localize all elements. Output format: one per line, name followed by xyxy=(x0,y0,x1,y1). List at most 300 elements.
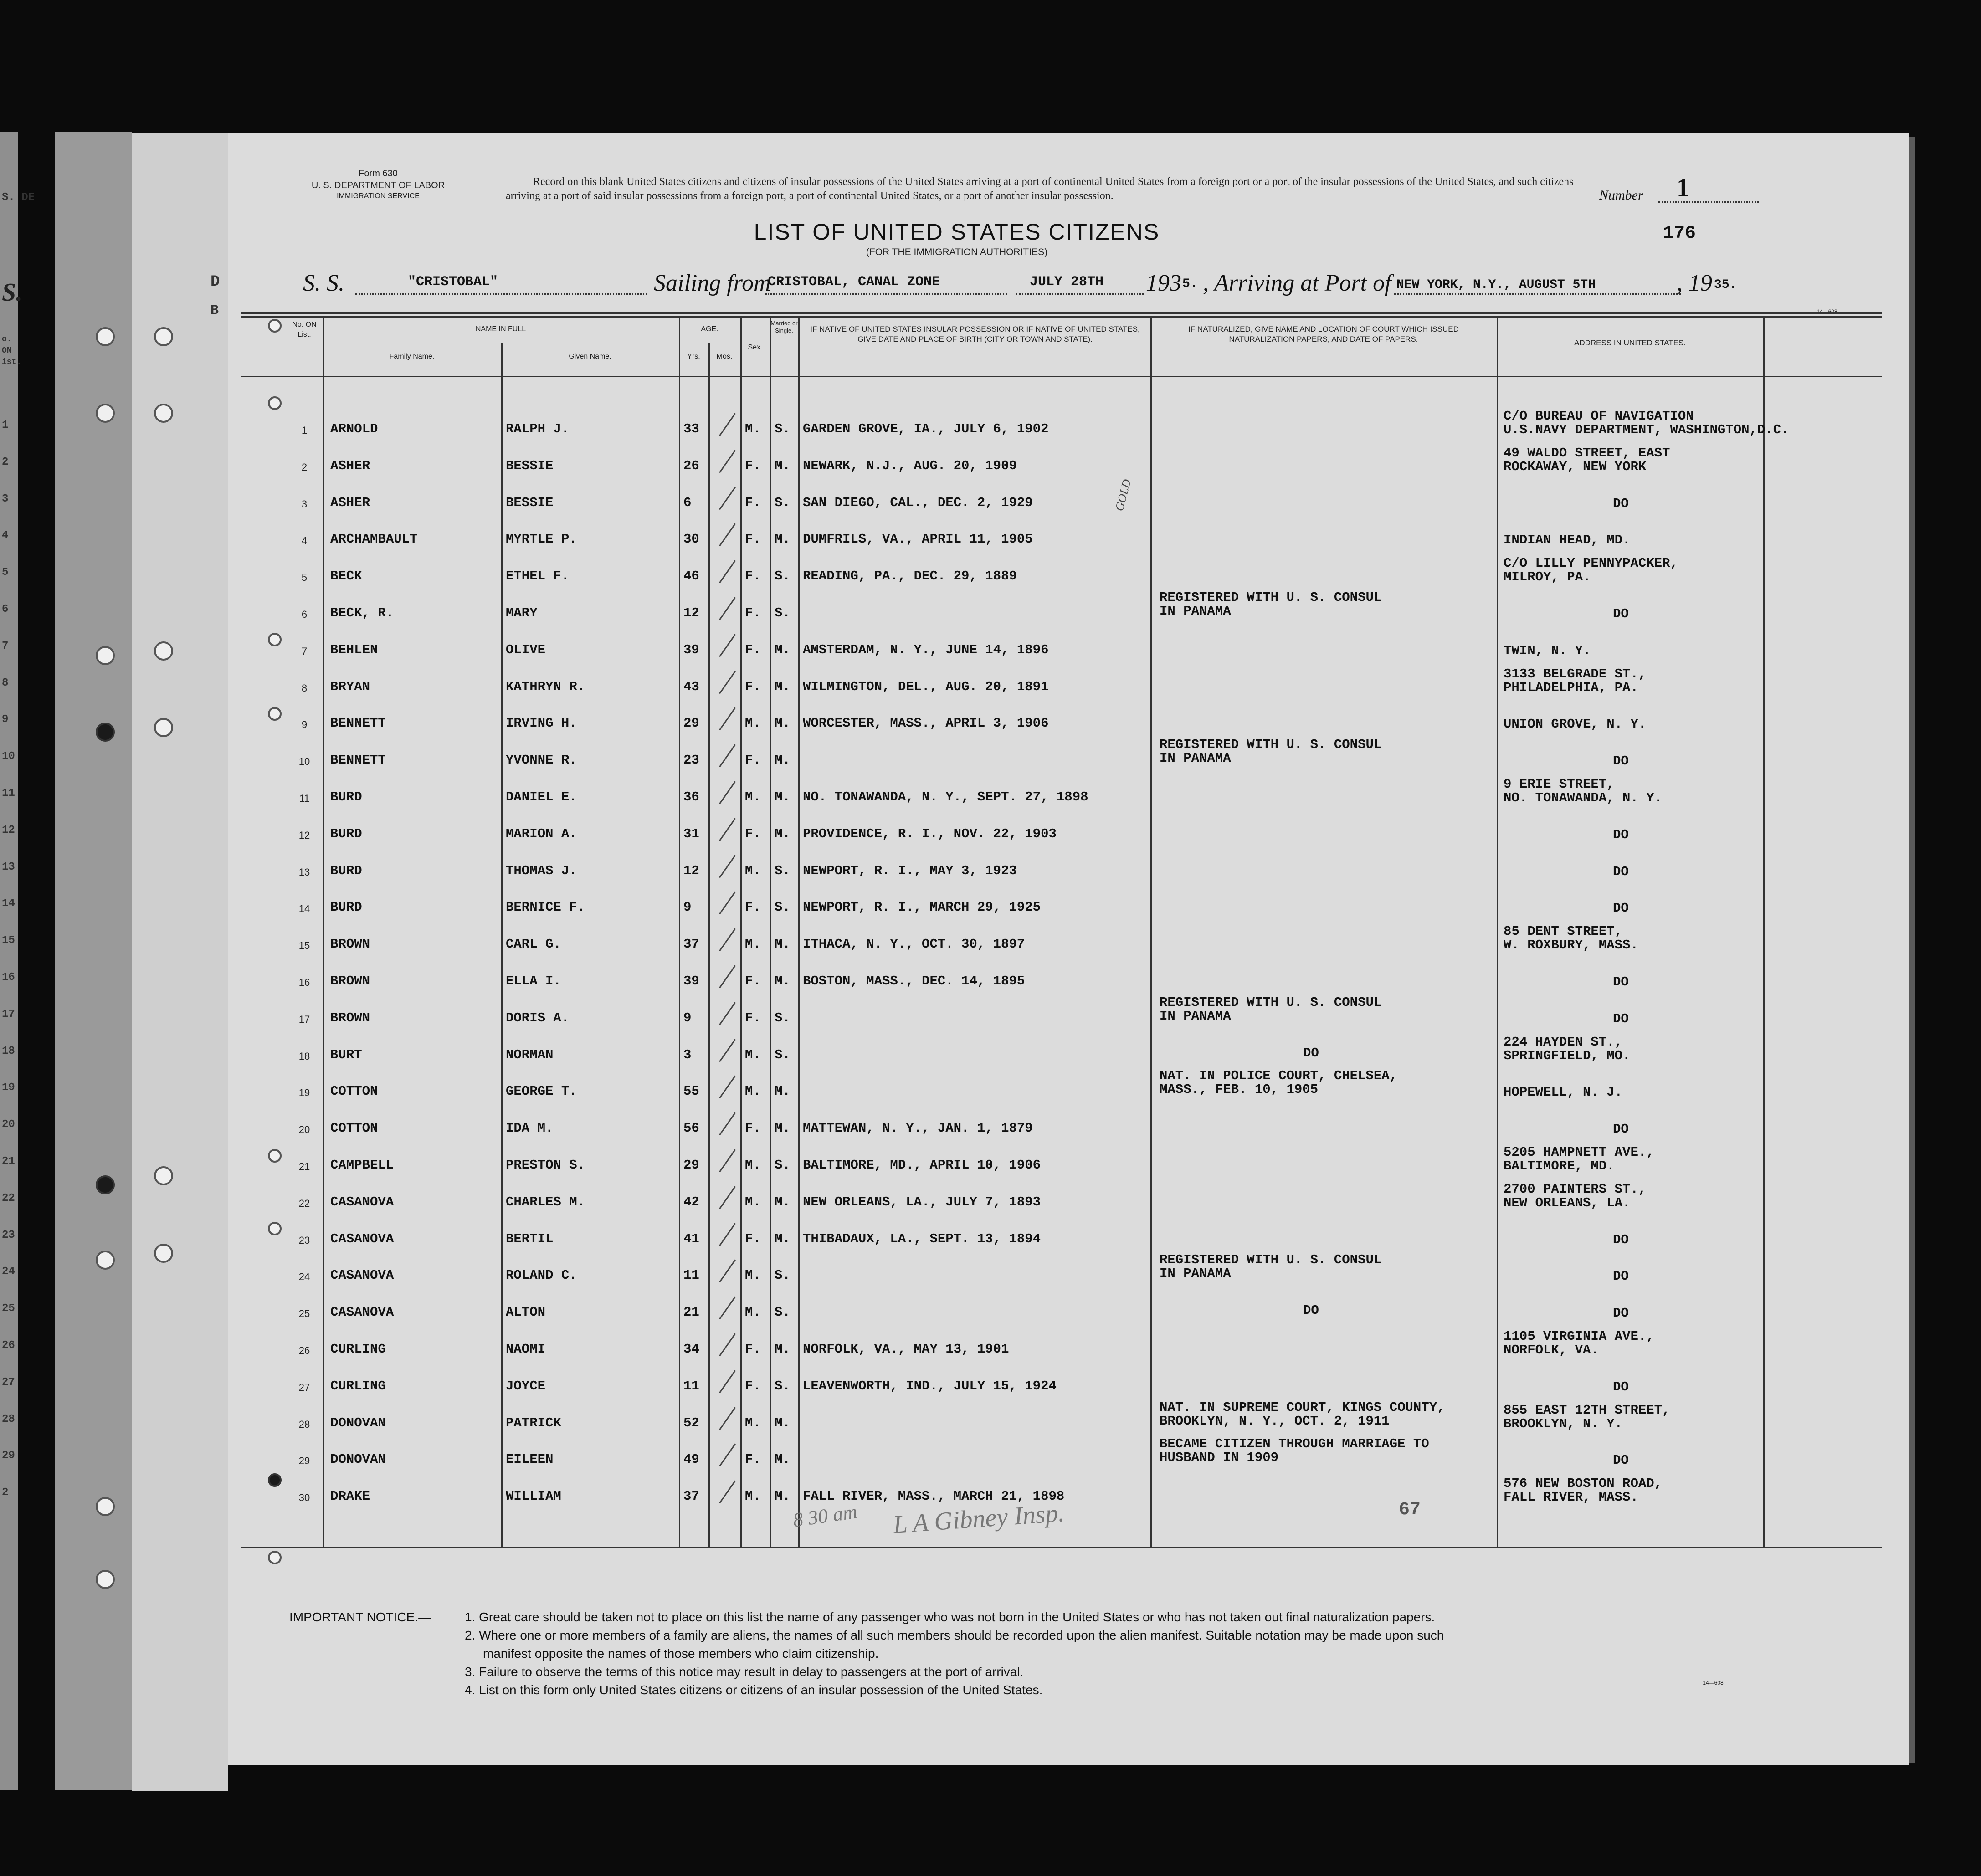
address-line-2: DO xyxy=(1613,1122,1629,1137)
left-page-letter-b: B xyxy=(210,303,219,318)
naturalization-line-2: HUSBAND IN 1909 xyxy=(1160,1450,1279,1466)
sex: F. xyxy=(745,826,761,841)
marital-status: M. xyxy=(775,974,790,989)
left-page-row-number: 13 xyxy=(2,861,15,873)
row-number: 11 xyxy=(299,793,310,804)
page-hole xyxy=(268,1473,282,1487)
row-number: 15 xyxy=(298,940,310,952)
notice-item-3: 3. Failure to observe the terms of this notice may result in delay to passengers at the port of arrival. xyxy=(465,1665,1024,1679)
table-row xyxy=(228,738,1909,774)
naturalization-line-2: MASS., FEB. 10, 1905 xyxy=(1160,1082,1319,1097)
sex: M. xyxy=(745,1268,761,1283)
address-line-1: 9 ERIE STREET, xyxy=(1504,777,1615,792)
family-name: BURT xyxy=(330,1047,362,1062)
address-line-2: PHILADELPHIA, PA. xyxy=(1504,680,1638,695)
col-header-birth: IF NATIVE OF UNITED STATES INSULAR POSSESSION OR IF NATIVE OF UNITED STATES, GIVE DATE AND PLACE OF BIRTH (CITY OR TOWN AND STATE). xyxy=(810,325,1140,343)
family-name: CASANOVA xyxy=(330,1305,394,1320)
sex: F. xyxy=(745,458,761,473)
family-name: DRAKE xyxy=(330,1489,370,1504)
row-number: 2 xyxy=(301,461,308,473)
row-number: 1 xyxy=(301,425,308,436)
form-instruction: Record on this blank United States citizens and citizens of insular possessions of the United States arriving at a port of continental United States from a foreign port or a port of the insular possessions of the United States, and such citizens arriving at a port of said insular possessions from a foreign port, a port of continental United States, or a port of another insular possession. xyxy=(506,176,1574,202)
age-years: 36 xyxy=(683,789,699,805)
age-years: 41 xyxy=(683,1231,699,1246)
naturalization-line-2: IN PANAMA xyxy=(1160,1008,1231,1024)
birth-place-date: NEW ORLEANS, LA., JULY 7, 1893 xyxy=(803,1194,1041,1210)
punch-hole xyxy=(96,646,115,665)
left-page-header-no-2: ON xyxy=(2,346,12,355)
naturalization-line-1: REGISTERED WITH U. S. CONSUL xyxy=(1160,737,1382,753)
given-name: NORMAN xyxy=(506,1047,554,1062)
left-page-row-number: 3 xyxy=(2,492,9,505)
given-name: YVONNE R. xyxy=(506,753,577,768)
address-line-2: DO xyxy=(1613,1269,1629,1284)
family-name: BROWN xyxy=(330,1010,370,1025)
row-number: 9 xyxy=(301,719,308,731)
age-years: 26 xyxy=(683,458,699,473)
family-name: CASANOVA xyxy=(330,1231,394,1246)
marital-status: M. xyxy=(775,1342,790,1357)
row-number: 19 xyxy=(298,1087,310,1099)
sex: F. xyxy=(745,532,761,547)
row-number: 3 xyxy=(301,498,308,510)
table-row xyxy=(228,1216,1909,1253)
punch-hole xyxy=(96,1175,115,1194)
address-line-1: 85 DENT STREET, xyxy=(1504,924,1623,939)
address-line-2: DO xyxy=(1613,606,1629,621)
col-header-address: ADDRESS IN UNITED STATES. xyxy=(1574,338,1686,347)
naturalization-line-2: DO xyxy=(1303,1303,1319,1318)
given-name: MARY xyxy=(506,605,538,620)
given-name: BERTIL xyxy=(506,1231,554,1246)
marital-status: S. xyxy=(775,1378,790,1394)
row-number: 29 xyxy=(298,1455,310,1467)
address-line-2: DO xyxy=(1613,1379,1629,1394)
given-name: PRESTON S. xyxy=(506,1158,585,1173)
birth-place-date: NEWPORT, R. I., MARCH 29, 1925 xyxy=(803,900,1041,915)
row-number: 22 xyxy=(298,1197,310,1209)
family-name: BRYAN xyxy=(330,679,370,694)
table-row xyxy=(228,1106,1909,1142)
given-name: MYRTLE P. xyxy=(506,532,577,547)
given-name: CHARLES M. xyxy=(506,1194,585,1210)
family-name: ARNOLD xyxy=(330,421,378,436)
left-page-row-number: 18 xyxy=(2,1045,15,1057)
left-page-row-number: 1 xyxy=(2,419,9,431)
table-row xyxy=(228,1363,1909,1400)
marital-status: M. xyxy=(775,1084,790,1099)
naturalization-line-1: REGISTERED WITH U. S. CONSUL xyxy=(1160,590,1382,605)
age-years: 11 xyxy=(683,1268,699,1283)
age-years: 52 xyxy=(683,1415,699,1430)
handwritten-time: 8 30 am xyxy=(791,1500,859,1532)
family-name: ASHER xyxy=(330,495,370,510)
notice-item-2-cont: manifest opposite the names of those members who claim citizenship. xyxy=(483,1646,879,1661)
address-line-2: DO xyxy=(1613,753,1629,769)
naturalization-line-1: REGISTERED WITH U. S. CONSUL xyxy=(1160,1252,1382,1268)
sex: F. xyxy=(745,900,761,915)
passenger-count: 67 xyxy=(1399,1500,1421,1520)
row-number: 26 xyxy=(298,1345,310,1356)
row-number: 13 xyxy=(298,866,310,878)
left-page-header-no-3: ist. xyxy=(2,358,22,367)
left-page-fragment xyxy=(55,132,132,1790)
sex: M. xyxy=(745,1084,761,1099)
marital-status: S. xyxy=(775,1158,790,1173)
marital-status: M. xyxy=(775,1231,790,1246)
family-name: CAMPBELL xyxy=(330,1158,394,1173)
table-row xyxy=(228,1032,1909,1069)
family-name: CASANOVA xyxy=(330,1194,394,1210)
department-name: U. S. DEPARTMENT OF LABOR xyxy=(311,180,445,190)
birth-place-date: PROVIDENCE, R. I., NOV. 22, 1903 xyxy=(803,826,1057,841)
table-row xyxy=(228,848,1909,885)
sex: F. xyxy=(745,1010,761,1025)
marital-status: S. xyxy=(775,1268,790,1283)
address-line-2: TWIN, N. Y. xyxy=(1504,643,1591,658)
notice-form-mark: 14—608 xyxy=(1703,1680,1724,1686)
number-value: 1 xyxy=(1677,174,1689,202)
right-page-edge xyxy=(1909,137,1915,1763)
age-years: 21 xyxy=(683,1305,699,1320)
left-page-row-number: 23 xyxy=(2,1229,15,1241)
marital-status: M. xyxy=(775,642,790,657)
address-line-2: ROCKAWAY, NEW YORK xyxy=(1504,459,1647,474)
sex: F. xyxy=(745,605,761,620)
punch-hole xyxy=(154,1244,173,1263)
given-name: OLIVE xyxy=(506,642,546,657)
birth-place-date: NEWPORT, R. I., MAY 3, 1923 xyxy=(803,863,1017,878)
given-name: KATHRYN R. xyxy=(506,679,585,694)
table-row xyxy=(228,1069,1909,1105)
table-row xyxy=(228,995,1909,1032)
age-years: 39 xyxy=(683,974,699,989)
table-row xyxy=(228,406,1909,443)
notice-heading: IMPORTANT NOTICE.— xyxy=(289,1610,431,1624)
naturalization-line-1: REGISTERED WITH U. S. CONSUL xyxy=(1160,994,1382,1010)
family-name: BURD xyxy=(330,900,362,915)
given-name: IDA M. xyxy=(506,1121,554,1136)
birth-place-date: NO. TONAWANDA, N. Y., SEPT. 27, 1898 xyxy=(803,789,1088,805)
address-line-2: MILROY, PA. xyxy=(1504,569,1591,585)
age-years: 9 xyxy=(683,1010,692,1025)
binding-strip xyxy=(132,133,228,1791)
punch-hole xyxy=(96,723,115,742)
sex: M. xyxy=(745,1047,761,1062)
family-name: COTTON xyxy=(330,1121,378,1136)
marital-status: M. xyxy=(775,1415,790,1430)
given-name: PATRICK xyxy=(506,1415,561,1430)
arriving-line xyxy=(1394,293,1681,295)
birth-place-date: GARDEN GROVE, IA., JULY 6, 1902 xyxy=(803,421,1049,436)
left-page-row-number: 29 xyxy=(2,1450,15,1462)
given-name: ETHEL F. xyxy=(506,569,570,584)
given-name: CARL G. xyxy=(506,937,561,952)
marital-status: M. xyxy=(775,1121,790,1136)
given-name: BERNICE F. xyxy=(506,900,585,915)
row-number: 10 xyxy=(298,756,310,768)
sailing-year-prefix: 193 xyxy=(1146,270,1181,296)
age-years: 43 xyxy=(683,679,699,694)
row-number: 21 xyxy=(298,1161,310,1172)
left-page-row-number: 8 xyxy=(2,677,9,689)
age-years: 55 xyxy=(683,1084,699,1099)
row-number: 5 xyxy=(301,572,308,584)
sailing-label: Sailing from xyxy=(654,270,771,296)
family-name: DONOVAN xyxy=(330,1452,386,1467)
given-name: EILEEN xyxy=(506,1452,554,1467)
punch-hole xyxy=(96,327,115,346)
table-row xyxy=(228,959,1909,995)
punch-hole xyxy=(154,641,173,661)
left-page-letter-s: S. xyxy=(2,278,23,307)
header-bottom-border xyxy=(241,376,1882,377)
age-years: 11 xyxy=(683,1378,699,1394)
birth-place-date: MATTEWAN, N. Y., JAN. 1, 1879 xyxy=(803,1121,1033,1136)
family-name: BECK, R. xyxy=(330,605,394,620)
row-number: 6 xyxy=(301,609,308,620)
page-hole xyxy=(268,1222,282,1235)
age-years: 9 xyxy=(683,900,692,915)
family-name: CURLING xyxy=(330,1342,386,1357)
address-line-2: NO. TONAWANDA, N. Y. xyxy=(1504,790,1663,805)
page-hole xyxy=(268,396,282,410)
age-years: 31 xyxy=(683,826,699,841)
handwritten-margin-note: GOLD xyxy=(1112,477,1134,513)
col-header-mos: Mos. xyxy=(716,353,733,360)
row-number: 20 xyxy=(298,1124,310,1136)
family-name: CASANOVA xyxy=(330,1268,394,1283)
given-name: BESSIE xyxy=(506,458,554,473)
given-name: ELLA I. xyxy=(506,974,561,989)
age-years: 12 xyxy=(683,605,699,620)
row-number: 16 xyxy=(298,977,310,988)
notice-item-1: 1. Great care should be taken not to place on this list the name of any passenger who was not born in the United States or who has not taken out final naturalization papers. xyxy=(465,1610,1435,1624)
address-line-1: 5205 HAMPNETT AVE., xyxy=(1504,1145,1654,1160)
sailing-date-line xyxy=(1016,293,1144,295)
table-bottom-border xyxy=(241,1547,1882,1548)
col-header-age: AGE. xyxy=(701,325,718,333)
marital-status: M. xyxy=(775,826,790,841)
naturalization-line-2: IN PANAMA xyxy=(1160,1266,1231,1281)
address-line-2: U.S.NAVY DEPARTMENT, WASHINGTON,D.C. xyxy=(1504,422,1789,437)
row-number: 14 xyxy=(298,903,310,915)
service-name: IMMIGRATION SERVICE xyxy=(337,192,420,200)
arrive-year-suffix: 35. xyxy=(1714,278,1737,292)
left-page-header-no-1: o. xyxy=(2,335,12,344)
left-page-row-number: 5 xyxy=(2,566,9,579)
family-name: BROWN xyxy=(330,974,370,989)
punch-hole xyxy=(96,1570,115,1589)
table-row xyxy=(228,517,1909,553)
family-name: BROWN xyxy=(330,937,370,952)
age-years: 39 xyxy=(683,642,699,657)
sex: M. xyxy=(745,716,761,731)
birth-place-date: NORFOLK, VA., MAY 13, 1901 xyxy=(803,1342,1009,1357)
table-row xyxy=(228,627,1909,664)
row-number: 7 xyxy=(301,645,308,657)
row-number: 4 xyxy=(301,535,308,547)
ship-name: "CRISTOBAL" xyxy=(408,274,498,290)
number-line xyxy=(1658,201,1759,203)
marital-status: M. xyxy=(775,1452,790,1467)
sex: F. xyxy=(745,679,761,694)
address-line-2: INDIAN HEAD, MD. xyxy=(1504,533,1631,548)
age-years: 34 xyxy=(683,1342,699,1357)
address-line-2: FALL RIVER, MASS. xyxy=(1504,1490,1638,1505)
family-name: ARCHAMBAULT xyxy=(330,532,418,547)
birth-place-date: ITHACA, N. Y., OCT. 30, 1897 xyxy=(803,937,1025,952)
birth-place-date: BOSTON, MASS., DEC. 14, 1895 xyxy=(803,974,1025,989)
number-label: Number xyxy=(1599,188,1643,203)
table-row xyxy=(228,811,1909,848)
given-name: RALPH J. xyxy=(506,421,570,436)
address-line-2: SPRINGFIELD, MO. xyxy=(1504,1048,1631,1063)
age-years: 49 xyxy=(683,1452,699,1467)
notice-item-2: 2. Where one or more members of a family are aliens, the names of all such members should be recorded upon the alien manifest. Suitable notation may be made upon such xyxy=(465,1628,1444,1642)
sex: F. xyxy=(745,1342,761,1357)
birth-place-date: THIBADAUX, LA., SEPT. 13, 1894 xyxy=(803,1231,1041,1246)
address-line-2: DO xyxy=(1613,496,1629,511)
punch-hole xyxy=(96,1251,115,1270)
row-number: 17 xyxy=(298,1013,310,1025)
table-row xyxy=(228,590,1909,627)
address-line-2: DO xyxy=(1613,864,1629,879)
address-line-2: BROOKLYN, N. Y. xyxy=(1504,1416,1623,1431)
row-number: 12 xyxy=(298,829,310,841)
address-line-2: BALTIMORE, MD. xyxy=(1504,1158,1615,1174)
col-header-family-name: Family Name. xyxy=(389,353,435,360)
sex: M. xyxy=(745,863,761,878)
birth-place-date: NEWARK, N.J., AUG. 20, 1909 xyxy=(803,458,1017,473)
given-name: GEORGE T. xyxy=(506,1084,577,1099)
naturalization-line-1: NAT. IN POLICE COURT, CHELSEA, xyxy=(1160,1068,1398,1084)
left-page-row-number: 20 xyxy=(2,1118,15,1131)
address-line-2: W. ROXBURY, MASS. xyxy=(1504,938,1638,953)
sex: F. xyxy=(745,974,761,989)
punch-hole xyxy=(154,1166,173,1185)
given-name: BESSIE xyxy=(506,495,554,510)
left-page-row-number: 9 xyxy=(2,713,9,726)
address-line-1: 855 EAST 12TH STREET, xyxy=(1504,1402,1670,1418)
age-years: 29 xyxy=(683,716,699,731)
sex: F. xyxy=(745,1231,761,1246)
col-header-given-name: Given Name. xyxy=(569,353,611,360)
sex: F. xyxy=(745,1452,761,1467)
address-line-1: 1105 VIRGINIA AVE., xyxy=(1504,1329,1654,1344)
row-number: 8 xyxy=(301,682,308,694)
page-hole xyxy=(268,707,282,721)
sex: M. xyxy=(745,1194,761,1210)
sex: F. xyxy=(745,642,761,657)
table-row xyxy=(228,1143,1909,1179)
family-name: BURD xyxy=(330,789,362,805)
address-line-2: DO xyxy=(1613,1453,1629,1468)
address-line-2: DO xyxy=(1613,1306,1629,1321)
age-years: 12 xyxy=(683,863,699,878)
birth-place-date: FALL RIVER, MASS., MARCH 21, 1898 xyxy=(803,1489,1065,1504)
table-row xyxy=(228,1437,1909,1473)
age-years: 29 xyxy=(683,1158,699,1173)
page-hole xyxy=(268,319,282,333)
page-hole xyxy=(268,1551,282,1564)
address-line-2: HOPEWELL, N. J. xyxy=(1504,1085,1623,1100)
list-title: LIST OF UNITED STATES CITIZENS xyxy=(754,219,1160,245)
left-page-row-number: 15 xyxy=(2,934,15,947)
given-name: DORIS A. xyxy=(506,1010,570,1025)
naturalization-line-1: BECAME CITIZEN THROUGH MARRIAGE TO xyxy=(1160,1436,1429,1452)
birth-place-date: DUMFRILS, VA., APRIL 11, 1905 xyxy=(803,532,1033,547)
naturalization-line-2: BROOKLYN, N. Y., OCT. 2, 1911 xyxy=(1160,1413,1390,1429)
address-line-2: DO xyxy=(1613,901,1629,916)
address-line-1: 2700 PAINTERS ST., xyxy=(1504,1181,1647,1197)
form-number: Form 630 xyxy=(359,169,398,179)
given-name: DANIEL E. xyxy=(506,789,577,805)
left-page-row-number: 16 xyxy=(2,971,15,984)
given-name: IRVING H. xyxy=(506,716,577,731)
marital-status: M. xyxy=(775,789,790,805)
naturalization-line-2: IN PANAMA xyxy=(1160,604,1231,619)
col-header-sex: Sex. xyxy=(748,343,763,351)
naturalization-line-2: DO xyxy=(1303,1045,1319,1061)
left-page-row-number: 11 xyxy=(2,787,15,800)
given-name: MARION A. xyxy=(506,826,577,841)
marital-status: S. xyxy=(775,1010,790,1025)
left-page-row-number: 6 xyxy=(2,603,9,615)
address-line-1: 576 NEW BOSTON ROAD, xyxy=(1504,1476,1663,1492)
marital-status: S. xyxy=(775,569,790,584)
punch-hole xyxy=(154,718,173,737)
family-name: CURLING xyxy=(330,1378,386,1394)
marital-status: M. xyxy=(775,1194,790,1210)
table-row xyxy=(228,885,1909,921)
address-line-1: 49 WALDO STREET, EAST xyxy=(1504,445,1670,461)
sex: F. xyxy=(745,569,761,584)
left-page-row-number: 22 xyxy=(2,1192,15,1205)
family-name: BURD xyxy=(330,863,362,878)
left-page-row-number: 4 xyxy=(2,529,9,542)
ship-line xyxy=(355,293,647,295)
handwritten-inspector-signature: L A Gibney Insp. xyxy=(892,1498,1066,1539)
sailing-date: JULY 28TH xyxy=(1030,274,1104,290)
table-row xyxy=(228,664,1909,701)
sex: F. xyxy=(745,753,761,768)
left-page-dept: S. DE xyxy=(2,191,35,204)
table-row xyxy=(228,1327,1909,1363)
punch-hole xyxy=(96,1497,115,1516)
family-name: ASHER xyxy=(330,458,370,473)
punch-hole xyxy=(154,404,173,423)
left-page-row-number: 27 xyxy=(2,1376,15,1389)
marital-status: S. xyxy=(775,1047,790,1062)
left-page-row-number: 17 xyxy=(2,1008,15,1020)
sex: M. xyxy=(745,937,761,952)
col-header-married-single: Married or Single. xyxy=(770,320,798,334)
age-years: 37 xyxy=(683,937,699,952)
col-header-no: No. ON List. xyxy=(292,321,317,338)
marital-status: S. xyxy=(775,900,790,915)
col-header-name-in-full: NAME IN FULL xyxy=(475,325,526,333)
arriving-label: , Arriving at Port of xyxy=(1203,270,1391,296)
address-line-1: 224 HAYDEN ST., xyxy=(1504,1034,1623,1050)
marital-status: M. xyxy=(775,716,790,731)
left-page-row-number: 25 xyxy=(2,1302,15,1315)
marital-status: S. xyxy=(775,495,790,510)
naturalization-line-1: NAT. IN SUPREME COURT, KINGS COUNTY, xyxy=(1160,1399,1445,1415)
row-number: 30 xyxy=(298,1492,310,1504)
address-line-2: DO xyxy=(1613,827,1629,842)
table-row xyxy=(228,443,1909,480)
